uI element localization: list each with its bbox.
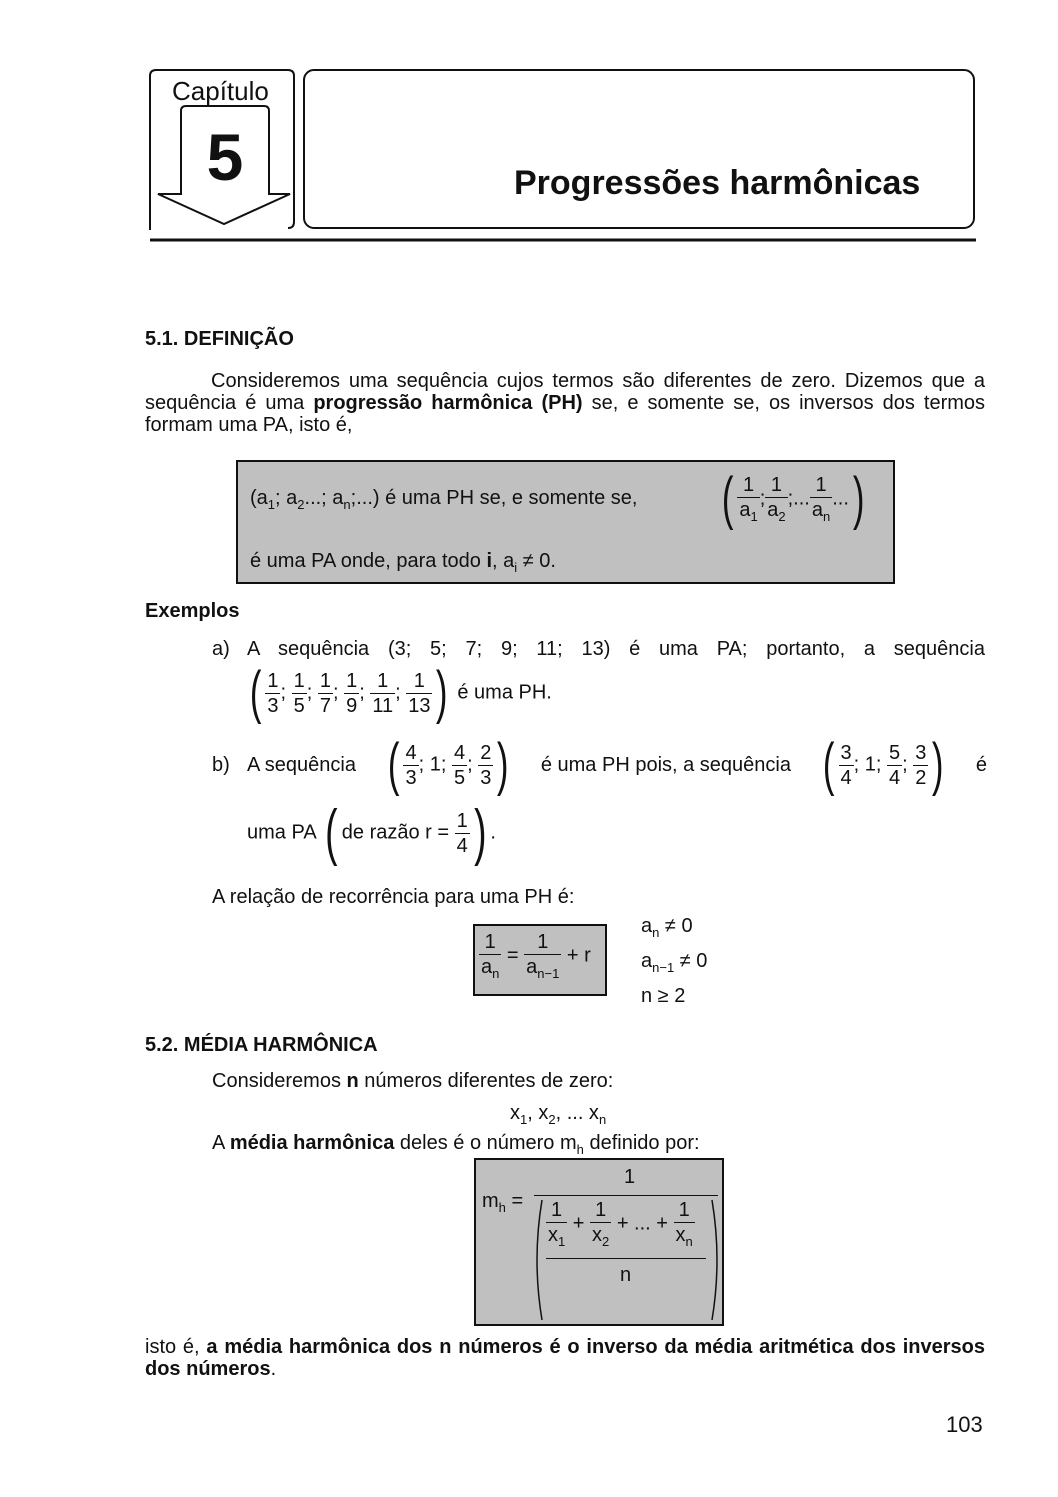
mh-denominator-n: n xyxy=(620,1264,632,1286)
conclusion-pre: isto é, xyxy=(145,1336,200,1358)
ex-b-text4: uma PA xyxy=(247,821,316,844)
cond-3: n ≥ 2 xyxy=(641,985,686,1007)
media-text-2-rest: deles é o número xyxy=(399,1132,555,1154)
examples-heading: Exemplos xyxy=(145,600,240,622)
example-a-label: a) xyxy=(212,638,230,660)
mh-symbol: $m_h$ = xyxy=(482,1190,524,1215)
conclusion-end: . xyxy=(270,1358,277,1380)
conclusion-paragraph xyxy=(145,1336,985,1380)
chapter-label: Capítulo xyxy=(172,76,269,106)
recurrence-conditions xyxy=(641,912,707,1010)
page-number: 103 xyxy=(946,1412,983,1437)
chapter-header xyxy=(148,66,978,246)
example-b-label: b) xyxy=(212,754,230,776)
media-text-1-rest: números diferentes de zero: xyxy=(364,1070,614,1092)
definition-term: progressão harmônica (PH) xyxy=(313,392,583,414)
cond-2: $a_{n-1} \ne 0$ xyxy=(641,950,708,975)
box-text-1: é uma PH se, e somente se, xyxy=(385,487,638,509)
ex-a-den: 9 xyxy=(346,694,358,717)
ex-a-den: 5 xyxy=(293,694,305,717)
chapter-frame xyxy=(148,66,978,246)
ex-a-den: 3 xyxy=(267,694,279,717)
section-heading-definicao: 5.1. DEFINIÇÃO xyxy=(145,328,294,350)
mh-main-bar xyxy=(534,1195,718,1196)
example-a-text: A sequência (3; 5; 7; 9; 11; 13) é uma PA; portanto, a sequência xyxy=(247,638,985,660)
definition-text-rest: se, e somente se, os inversos dos termos formam uma PA, isto é, xyxy=(145,392,986,436)
chapter-title: Progressões harmônicas xyxy=(514,164,921,202)
example-a-sequence: ( $\frac{1}{3}$ ; $\frac{1}{5}$ ; $\frac{1}{7}$ ; $\frac{1}{9}$ ; $\frac{1}{11}$ ; $\frac{1}{13}$ ) é uma PH. xyxy=(249,660,552,725)
ex-b-text3: é xyxy=(975,754,987,776)
definition-box-inverses: ( $\frac{1}{a_1}$ ; $\frac{1}{a_2}$ ;... $\frac{1}{a_n}$ ...) xyxy=(721,466,865,531)
box-text-2: é uma PA onde, para todo xyxy=(250,550,481,572)
harmonic-mean-box xyxy=(474,1158,724,1326)
example-b-line1: A sequência ( $\frac{4}{3}$ ; 1; $\frac{4}{5}$ ; $\frac{2}{3}$ ) é uma PH pois, a sequência ( $\frac{3}{4}$ ; 1; $\frac{5}{4}$ ; $\frac{3}{2}$ ) é xyxy=(247,732,987,797)
section-heading-media: 5.2. MÉDIA HARMÔNICA xyxy=(145,1034,378,1056)
definition-text: Consideremos uma sequência cujos termos são diferentes de zero. Dizemos que a sequência é uma xyxy=(145,370,985,414)
mh-numerator: 1 xyxy=(624,1166,636,1188)
definition-box-line2: é uma PA onde, para todo i, $a_i \ne 0$. xyxy=(250,550,556,575)
ex-a-den: 11 xyxy=(372,694,394,717)
numbers-list: $x_1$, $x_2$, ... $x_n$ xyxy=(510,1102,607,1127)
recurrence-formula: $\frac{1}{a_n}$ = $\frac{1}{a_{n-1}}$ + r xyxy=(481,931,591,981)
media-paragraph-1 xyxy=(212,1070,613,1092)
definition-box-line1: ($a_1$; $a_2$...; $a_n$;...) é uma PH se, e somente se, xyxy=(250,487,638,512)
definition-box xyxy=(236,460,895,584)
media-text-term: média harmônica xyxy=(229,1132,395,1154)
ex-a-den: 7 xyxy=(319,694,331,717)
chapter-number: 5 xyxy=(206,120,244,194)
ex-a-den: 13 xyxy=(408,694,431,717)
mh-inverse-sum: $\frac{1}{x_1}$ + $\frac{1}{x_2}$ + ... + $\frac{1}{x_n}$ xyxy=(548,1199,693,1249)
recurrence-intro: A relação de recorrência para uma PH é: xyxy=(212,886,575,908)
media-text-1: Consideremos xyxy=(212,1070,341,1092)
ex-b-ratio: de razão r = xyxy=(341,821,450,844)
media-text-2-pre: A xyxy=(212,1132,225,1154)
definition-paragraph xyxy=(145,370,985,436)
box-text-i: i xyxy=(486,550,493,572)
media-text-n: n xyxy=(346,1070,359,1092)
ex-b-text2: é uma PH pois, a sequência xyxy=(540,754,791,776)
example-b-line2: uma PA ( de razão r = $\frac{1}{4}$ ) . xyxy=(247,798,496,867)
example-a-tail: é uma PH. xyxy=(457,681,552,704)
media-text-2-end: definido por: xyxy=(589,1132,700,1154)
cond-1: $a_n \ne 0$ xyxy=(641,915,693,940)
mh-inner-bar xyxy=(546,1258,706,1259)
conclusion-bold: a média harmônica dos n números é o inverso da média aritmética dos inversos dos números xyxy=(145,1336,986,1380)
media-paragraph-2: A média harmônica deles é o número $m_h$ definido por: xyxy=(212,1132,700,1157)
recurrence-box xyxy=(473,924,607,996)
ex-b-text1: A sequência xyxy=(247,754,356,776)
